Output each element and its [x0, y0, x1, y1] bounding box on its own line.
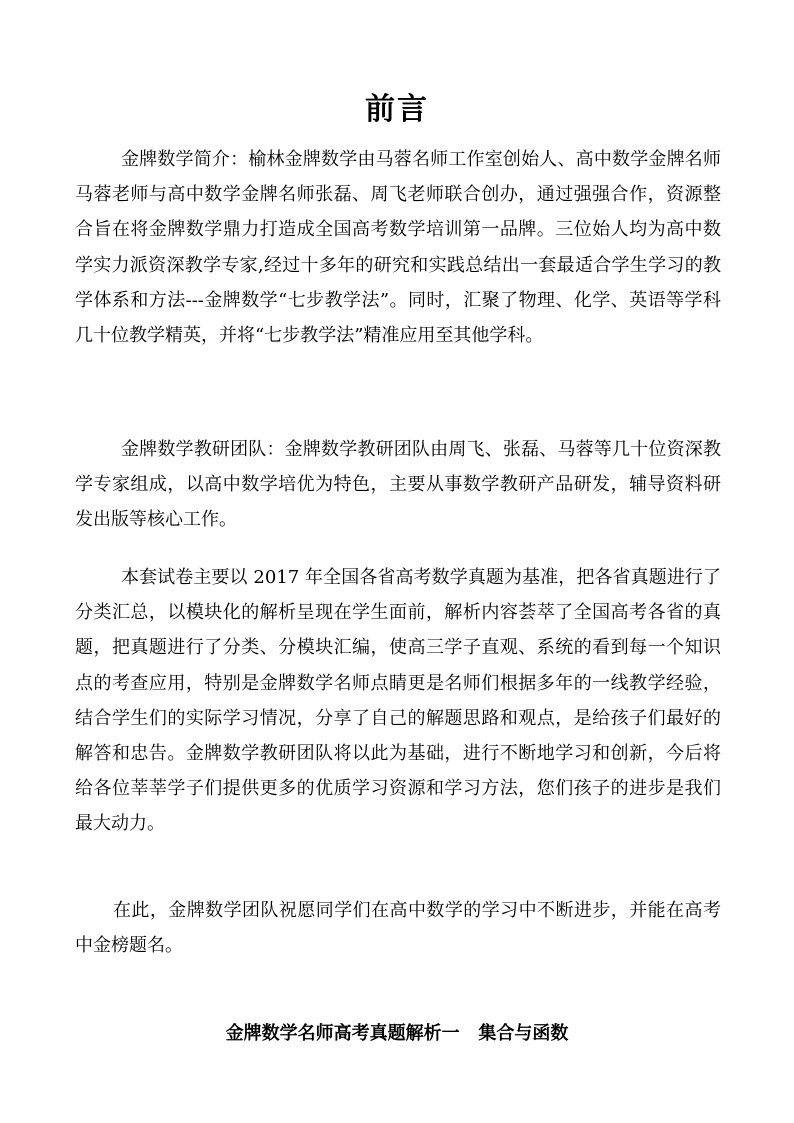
- exam-description-paragraph: 本套试卷主要以 2017 年全国各省高考数学真题为基准，把各省真题进行了分类汇总，以模块化的解析呈现在学生面前，解析内容荟萃了全国高考各省的真题，把真题进行了分类、分模块汇编，使高三学子直观、系统的看到每一个知识点的考查应用，特别是金牌数学名师点睛更是名师们根据多年的一线教学经验，结合学生们的实际学习情况，分享了自己的解题思路和观点，是给孩子们最好的解答和忠告。金牌数学教研团队将以此为基础，进行不断地学习和创新，今后将给各位莘莘学子们提供更多的优质学习资源和学习方法，您们孩子的进步是我们最大动力。: [75, 567, 721, 835]
- team-paragraph: 金牌数学教研团队：金牌数学教研团队由周飞、张磊、马蓉等几十位资深教学专家组成，以高中数学培优为特色，主要从事数学教研产品研发，辅导资料研发出版等核心工作。: [75, 439, 721, 531]
- page-title: 前言: [365, 92, 429, 127]
- section-heading: 金牌数学名师高考真题解析一 集合与函数: [225, 1023, 569, 1044]
- intro-paragraph: 金牌数学简介：榆林金牌数学由马蓉名师工作室创始人、高中数学金牌名师马蓉老师与高中数学金牌名师张磊、周飞老师联合创办，通过强强合作，资源整合旨在将金牌数学鼎力打造成全国高考数学培训第一品牌。三位始人均为高中数学实力派资深教学专家,经过十多年的研究和实践总结出一套最适合学生学习的教学体系和方法---金牌数学“七步教学法”。同时，汇聚了物理、化学、英语等学科几十位教学精英，并将“七步教学法”精准应用至其他学科。: [75, 149, 721, 347]
- closing-wish-paragraph: 在此，金牌数学团队祝愿同学们在高中数学的学习中不断进步，并能在高考中金榜题名。: [75, 900, 721, 957]
